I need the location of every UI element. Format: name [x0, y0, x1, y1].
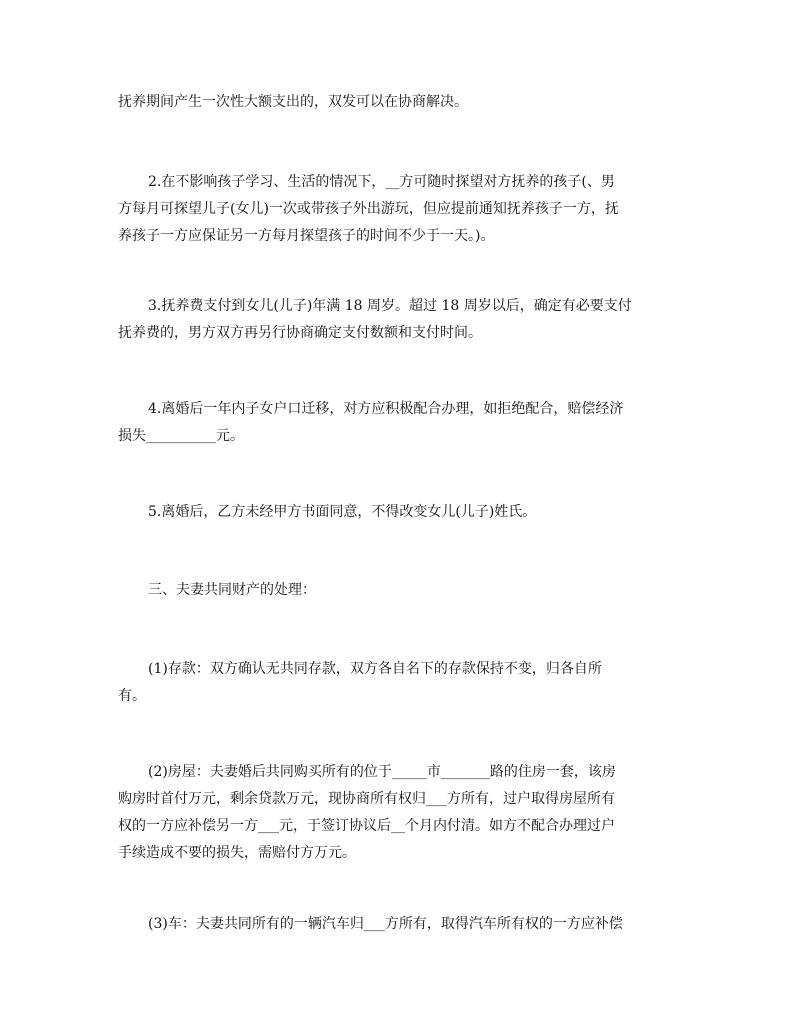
text-line: 养孩子一方应保证另一方每月探望孩子的时间不少于一天。)。 [118, 228, 495, 244]
text-line: 权的一方应补偿另一方___元，于签订协议后__个月内付清。如方不配合办理过户 [118, 818, 615, 834]
text-line: 购房时首付万元，剩余贷款万元，现协商所有权归___方所有，过户取得房屋所有 [118, 791, 615, 807]
text-line: 抚养费的，男方双方再另行协商确定支付数额和支付时间。 [118, 325, 482, 341]
paragraph-visitation [118, 169, 690, 250]
paragraph-support-payment [118, 293, 690, 347]
paragraph-deposits [118, 656, 690, 710]
text-line: 方每月可探望儿子(女儿)一次或带孩子外出游玩，但应提前通知抚养孩子一方，抚 [118, 201, 619, 217]
paragraph-surname [118, 499, 690, 526]
paragraph-house [118, 759, 690, 867]
text-line: 5.离婚后，乙方未经甲方书面同意，不得改变女儿(儿子)姓氏。 [148, 504, 537, 520]
paragraph-car [118, 911, 690, 938]
text-line: 手续造成不要的损失，需赔付方万元。 [118, 845, 356, 861]
text-line: 损失__________元。 [118, 428, 244, 444]
text-line: 有。 [118, 688, 146, 704]
section-heading-joint-property [118, 577, 690, 604]
text-line: 2.在不影响孩子学习、生活的情况下，__方可随时探望对方抚养的孩子(、男 [148, 174, 615, 190]
text-line: (1)存款：双方确认无共同存款，双方各自名下的存款保持不变，归各自所 [148, 661, 602, 677]
text-line: 3.抚养费支付到女儿(儿子)年满 18 周岁。超过 18 周岁以后，确定有必要支付 [148, 298, 632, 314]
text-line: (3)车：夫妻共同所有的一辆汽车归___方所有，取得汽车所有权的一方应补偿 [148, 916, 623, 932]
text-line: 三、夫妻共同财产的处理： [148, 582, 316, 598]
text-line: 抚养期间产生一次性大额支出的，双发可以在协商解决。 [118, 94, 468, 110]
text-line: 4.离婚后一年内子女户口迁移，对方应积极配合办理，如拒绝配合，赔偿经济 [148, 401, 624, 417]
paragraph-child-expense [118, 89, 690, 116]
text-line: (2)房屋：夫妻婚后共同购买所有的位于_____市_______路的住房一套，该房 [148, 764, 616, 780]
paragraph-household-registration [118, 396, 690, 450]
